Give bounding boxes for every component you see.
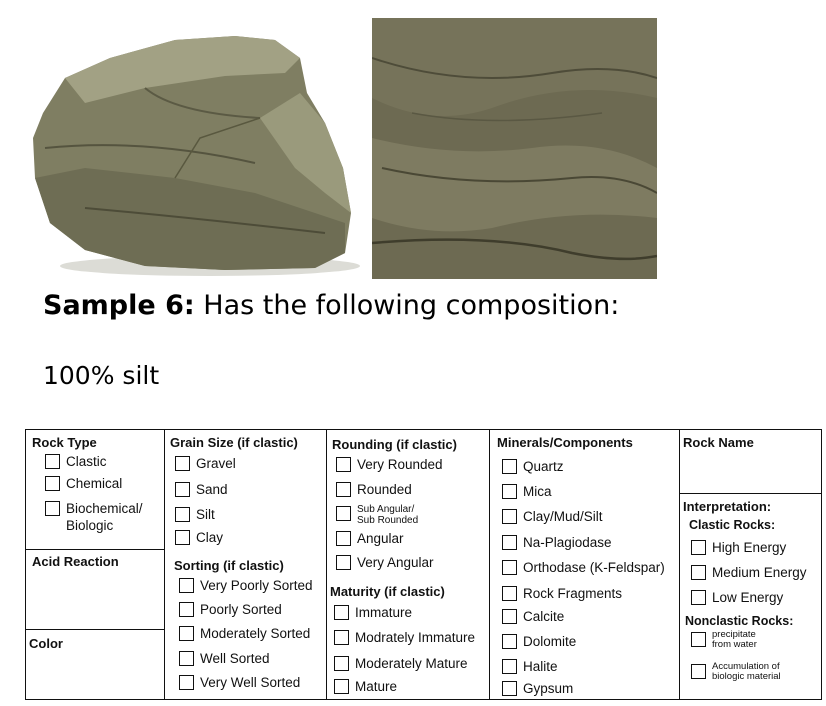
maturity-moderately-mature-option[interactable] [334, 656, 468, 671]
mineral-na-plagiodase-option[interactable] [502, 535, 612, 550]
maturity-title: Maturity (if clastic) [330, 584, 445, 599]
mineral-orthodase-option[interactable] [502, 560, 665, 575]
option-label: Modrately Immature [355, 630, 476, 645]
row-divider [26, 629, 164, 630]
option-label: Low Energy [712, 590, 784, 605]
checkbox[interactable] [336, 555, 351, 570]
rock-sample-photo [25, 18, 369, 279]
column-divider [326, 430, 327, 699]
maturity-modrately-immature-option[interactable] [334, 630, 475, 645]
checkbox[interactable] [691, 565, 706, 580]
rock-identification-form [25, 429, 822, 700]
rounding-title: Rounding (if clastic) [332, 437, 457, 452]
composition-text: 100% silt [43, 361, 160, 390]
checkbox[interactable] [691, 540, 706, 555]
option-label: Dolomite [523, 634, 577, 649]
grain-size-title: Grain Size (if clastic) [170, 435, 298, 450]
option-label: Angular [357, 531, 404, 546]
interpretation-title: Interpretation: [683, 499, 772, 514]
option-label: Very Well Sorted [200, 675, 301, 690]
checkbox[interactable] [336, 531, 351, 546]
maturity-immature-option[interactable] [334, 605, 412, 620]
minerals-title: Minerals/Components [497, 435, 633, 450]
rock-surface-closeup-photo [372, 18, 657, 279]
option-label: Clay/Mud/Silt [523, 509, 603, 524]
option-label: Quartz [523, 459, 564, 474]
option-label: Mature [355, 679, 398, 694]
checkbox[interactable] [502, 459, 517, 474]
sorting-poorly-option[interactable] [179, 602, 282, 617]
medium-energy-option[interactable] [691, 565, 807, 580]
checkbox[interactable] [175, 530, 190, 545]
option-label: Poorly Sorted [200, 602, 282, 617]
checkbox[interactable] [45, 501, 60, 516]
rounding-rounded-option[interactable] [336, 482, 412, 497]
checkbox[interactable] [45, 454, 60, 469]
acid-reaction-title: Acid Reaction [32, 554, 119, 569]
rock-name-title: Rock Name [683, 435, 754, 450]
checkbox[interactable] [502, 634, 517, 649]
option-label: Sub Angular/ Sub Rounded [357, 504, 419, 526]
checkbox[interactable] [175, 507, 190, 522]
rounding-sub-angular-option[interactable] [336, 504, 418, 526]
checkbox[interactable] [502, 484, 517, 499]
option-label: Mica [523, 484, 552, 499]
option-label: Moderately Sorted [200, 626, 311, 641]
checkbox[interactable] [336, 482, 351, 497]
checkbox[interactable] [502, 659, 517, 674]
mineral-quartz-option[interactable] [502, 459, 564, 474]
mineral-mica-option[interactable] [502, 484, 552, 499]
sample-label: Sample 6: [43, 290, 195, 321]
checkbox[interactable] [179, 626, 194, 641]
checkbox[interactable] [179, 651, 194, 666]
sorting-moderately-option[interactable] [179, 626, 310, 641]
sorting-title: Sorting (if clastic) [174, 558, 284, 573]
option-label: Very Poorly Sorted [200, 578, 313, 593]
option-label: Moderately Mature [355, 656, 468, 671]
rock-type-biochemical-option[interactable] [45, 500, 143, 534]
option-label: Immature [355, 605, 413, 620]
checkbox[interactable] [179, 602, 194, 617]
rounding-angular-option[interactable] [336, 531, 404, 546]
option-label: Very Rounded [357, 457, 443, 472]
mineral-calcite-option[interactable] [502, 609, 564, 624]
option-label: Calcite [523, 609, 565, 624]
checkbox[interactable] [691, 632, 706, 647]
option-label: Clay [196, 530, 224, 545]
grain-size-clay-option[interactable] [175, 530, 223, 545]
sorting-very-well-option[interactable] [179, 675, 300, 690]
option-label: Accumulation of biologic material [712, 661, 781, 682]
column-divider [489, 430, 490, 699]
precipitate-option[interactable] [691, 630, 757, 650]
maturity-mature-option[interactable] [334, 679, 397, 694]
mineral-halite-option[interactable] [502, 659, 558, 674]
option-label: Very Angular [357, 555, 434, 570]
rock-type-chemical-option[interactable] [45, 476, 122, 491]
checkbox[interactable] [502, 586, 517, 601]
option-label: precipitate from water [712, 629, 757, 650]
option-label: Rock Fragments [523, 586, 623, 601]
checkbox[interactable] [179, 578, 194, 593]
option-label: Clastic [66, 454, 107, 469]
checkbox[interactable] [502, 535, 517, 550]
mineral-gypsum-option[interactable] [502, 681, 573, 696]
checkbox[interactable] [502, 509, 517, 524]
low-energy-option[interactable] [691, 590, 783, 605]
checkbox[interactable] [336, 506, 351, 521]
option-label: Silt [196, 507, 215, 522]
nonclastic-rocks-title: Nonclastic Rocks: [685, 614, 794, 628]
option-label: Medium Energy [712, 565, 807, 580]
checkbox[interactable] [334, 605, 349, 620]
sample-description: Has the following composition: [203, 290, 620, 321]
option-label: Rounded [357, 482, 412, 497]
checkbox[interactable] [179, 675, 194, 690]
option-label: Gravel [196, 456, 236, 471]
checkbox[interactable] [502, 609, 517, 624]
column-divider [164, 430, 165, 699]
row-divider [26, 549, 164, 550]
sample-heading [43, 290, 619, 321]
option-label: Well Sorted [200, 651, 270, 666]
checkbox[interactable] [175, 482, 190, 497]
accumulation-option[interactable] [691, 662, 781, 682]
grain-size-silt-option[interactable] [175, 507, 215, 522]
rock-type-clastic-option[interactable] [45, 454, 107, 469]
option-label: Gypsum [523, 681, 574, 696]
high-energy-option[interactable] [691, 540, 786, 555]
checkbox[interactable] [45, 476, 60, 491]
clastic-rocks-title: Clastic Rocks: [689, 518, 776, 532]
option-label: Halite [523, 659, 558, 674]
option-label: Sand [196, 482, 228, 497]
option-label: Biochemical/ Biologic [66, 501, 143, 533]
option-label: Orthodase (K-Feldspar) [523, 560, 665, 575]
row-divider [679, 493, 821, 494]
checkbox[interactable] [502, 681, 517, 696]
sorting-well-option[interactable] [179, 651, 270, 666]
column-divider [679, 430, 680, 699]
mineral-rock-fragments-option[interactable] [502, 586, 622, 601]
option-label: Chemical [66, 476, 123, 491]
mineral-dolomite-option[interactable] [502, 634, 576, 649]
checkbox[interactable] [502, 560, 517, 575]
rounding-very-angular-option[interactable] [336, 555, 434, 570]
checkbox[interactable] [334, 630, 349, 645]
checkbox[interactable] [691, 664, 706, 679]
option-label: Na-Plagiodase [523, 535, 612, 550]
rock-type-title: Rock Type [32, 435, 97, 450]
checkbox[interactable] [334, 656, 349, 671]
option-label: High Energy [712, 540, 787, 555]
checkbox[interactable] [334, 679, 349, 694]
sorting-very-poorly-option[interactable] [179, 578, 313, 593]
grain-size-gravel-option[interactable] [175, 456, 236, 471]
rounding-very-rounded-option[interactable] [336, 457, 443, 472]
mineral-clay-mud-silt-option[interactable] [502, 509, 603, 524]
checkbox[interactable] [175, 456, 190, 471]
checkbox[interactable] [691, 590, 706, 605]
color-title: Color [29, 636, 63, 651]
checkbox[interactable] [336, 457, 351, 472]
grain-size-sand-option[interactable] [175, 482, 228, 497]
